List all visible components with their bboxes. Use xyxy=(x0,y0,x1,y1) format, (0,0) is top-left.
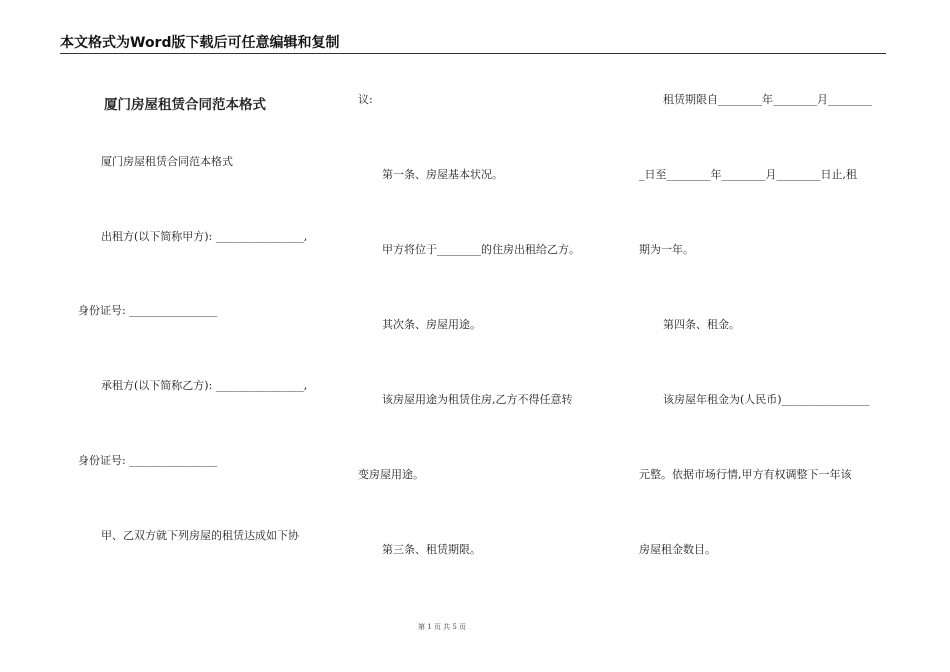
col2-line-5: 变房屋用途。 xyxy=(358,468,424,481)
col3-line-5: 元整。依据市场行情,甲方有权调整下一年该 xyxy=(639,468,852,481)
col3-line-1: _日至________年________月________日止,租 xyxy=(639,168,857,181)
col3-line-6: 房屋租金数目。 xyxy=(639,543,716,556)
col1-line-lessee: 承租方(以下简称乙方): ________________, xyxy=(101,379,308,392)
col2-line-4: 该房屋用途为租赁住房,乙方不得任意转 xyxy=(382,393,573,406)
col1-line-subtitle: 厦门房屋租赁合同范本格式 xyxy=(101,155,233,168)
col1-line-agreement: 甲、乙双方就下列房屋的租赁达成如下协 xyxy=(101,529,299,542)
col3-line-0: 租赁期限自________年________月________ xyxy=(663,93,872,106)
col3-line-4: 该房屋年租金为(人民币)________________ xyxy=(663,393,870,406)
document-title: 厦门房屋租赁合同范本格式 xyxy=(104,97,266,113)
col2-article-1-heading: 第一条、房屋基本状况。 xyxy=(382,168,503,181)
page-number-footer: 第 1 页 共 5 页 xyxy=(417,623,467,631)
col3-article-4-heading: 第四条、租金。 xyxy=(663,318,740,331)
col1-line-lessor-id: 身份证号: ________________ xyxy=(78,304,218,317)
col1-line-lessee-id: 身份证号: ________________ xyxy=(78,454,218,467)
document-header-banner: 本文格式为Word版下载后可任意编辑和复制 xyxy=(60,35,886,54)
col2-line-2: 甲方将位于________的住房出租给乙方。 xyxy=(382,243,580,256)
col1-line-lessor: 出租方(以下简称甲方): ________________, xyxy=(101,230,308,243)
col2-line-0: 议: xyxy=(358,93,373,106)
col2-article-2-heading: 其次条、房屋用途。 xyxy=(382,318,481,331)
col3-line-2: 期为一年。 xyxy=(639,243,694,256)
col2-article-3-heading: 第三条、租赁期限。 xyxy=(382,543,481,556)
